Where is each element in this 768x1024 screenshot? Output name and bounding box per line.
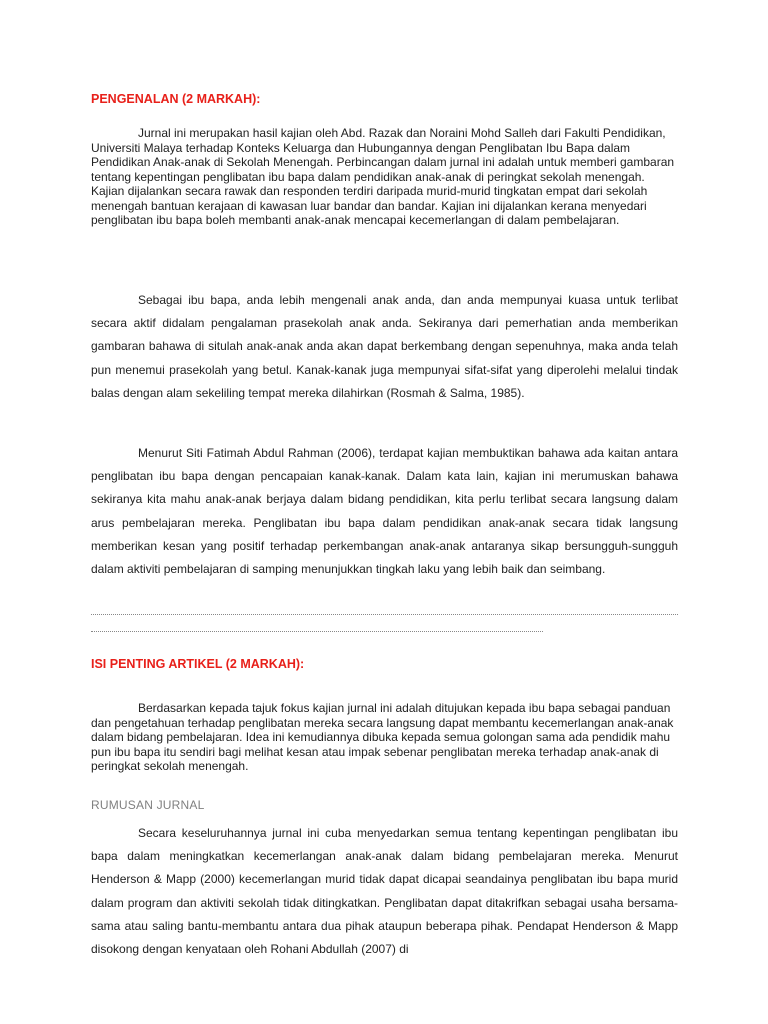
dotted-separator-2 [91, 631, 543, 634]
paragraph-berdasarkan: Berdasarkan kepada tajuk fokus kajian jurnal ini adalah ditujukan kepada ibu bapa sebagai panduan dan pengetahuan terhadap penglibatan mereka secara langsung dapat membantu kecemerlangan anak-anak dalam bidang pembelajaran. Idea ini kemudiannya dibuka kepada semua golongan sama ada pendidik mahu pun ibu bapa itu sendiri bagi melihat kesan atau impak sebenar penglibatan mereka terhadap anak-anak di peringkat sekolah menengah. [91, 701, 674, 773]
paragraph-menurut-siti-fatimah: Menurut Siti Fatimah Abdul Rahman (2006), terdapat kajian membuktikan bahawa ada kaitan antara penglibatan ibu bapa dengan pencapaian kanak-kanak. Dalam kata lain, kajian ini merumuskan bahawa sekiranya kita mahu anak-anak berjaya dalam bidang pendidikan, kita perlu terlibat secara langsung dalam arus pembelajaran mereka. Penglibatan ibu bapa dalam pendidikan anak-anak secara tidak langsung memberikan kesan yang positif terhadap perkembangan anak-anak antaranya sikap bersungguh-sungguh dalam aktiviti pembelajaran di samping menunjukkan tingkah laku yang lebih baik dan seimbang. [91, 446, 678, 577]
paragraph-sebagai-ibu-bapa: Sebagai ibu bapa, anda lebih mengenali anak anda, dan anda mempunyai kuasa untuk terlibat secara aktif didalam pengalaman prasekolah anak anda. Sekiranya dari pemerhatian anda memberikan gambaran bahawa di situlah anak-anak anda akan dapat berkembang dengan sepenuhnya, maka anda telah pun menemui prasekolah yang betul. Kanak-kanak juga mempunyai sifat-sifat yang diperolehi melalui tindak balas dengan alam sekeliling tempat mereka dilahirkan (Rosmah & Salma, 1985). [91, 293, 678, 400]
dotted-separator-1 [91, 614, 678, 617]
intro-paragraph: Jurnal ini merupakan hasil kajian oleh Abd. Razak dan Noraini Mohd Salleh dari Fakulti Pendidikan, Universiti Malaya terhadap Konteks Keluarga dan Hubungannya dengan Penglibatan Ibu Bapa dalam Pendidikan Anak-anak di Sekolah Menengah. Perbincangan dalam jurnal ini adalah untuk memberi gambaran tentang kepentingan penglibatan ibu bapa dalam pendidikan anak-anak di peringkat sekolah menengah. Kajian dijalankan secara rawak dan responden terdiri daripada murid-murid tingkatan empat dari sekolah menengah bantuan kerajaan di kawasan luar bandar dan bandar. Kajian ini dijalankan kerana menyedari penglibatan ibu bapa boleh membanti anak-anak mencapai kecemerlangan di dalam pembelajaran. [91, 126, 675, 227]
heading-pengenalan: PENGENALAN (2 MARKAH): [91, 92, 261, 106]
heading-isi-penting: ISI PENTING ARTIKEL (2 MARKAH): [91, 657, 305, 671]
subheading-rumusan-jurnal: RUMUSAN JURNAL [91, 798, 205, 812]
paragraph-secara-keseluruhannya: Secara keseluruhannya jurnal ini cuba menyedarkan semua tentang kepentingan penglibatan ibu bapa dalam meningkatkan kecemerlangan anak-anak dalam bidang pembelajaran mereka. Menurut Henderson & Mapp (2000) kecemerlangan murid tidak dapat dicapai seandainya penglibatan ibu bapa murid dalam program dan aktiviti sekolah tidak ditingkatkan. Penglibatan dapat ditakrifkan sebagai usaha bersama-sama atau saling bantu-membantu antara dua pihak ataupun beberapa pihak. Pendapat Henderson & Mapp disokong dengan kenyataan oleh Rohani Abdullah (2007) di [91, 826, 678, 957]
